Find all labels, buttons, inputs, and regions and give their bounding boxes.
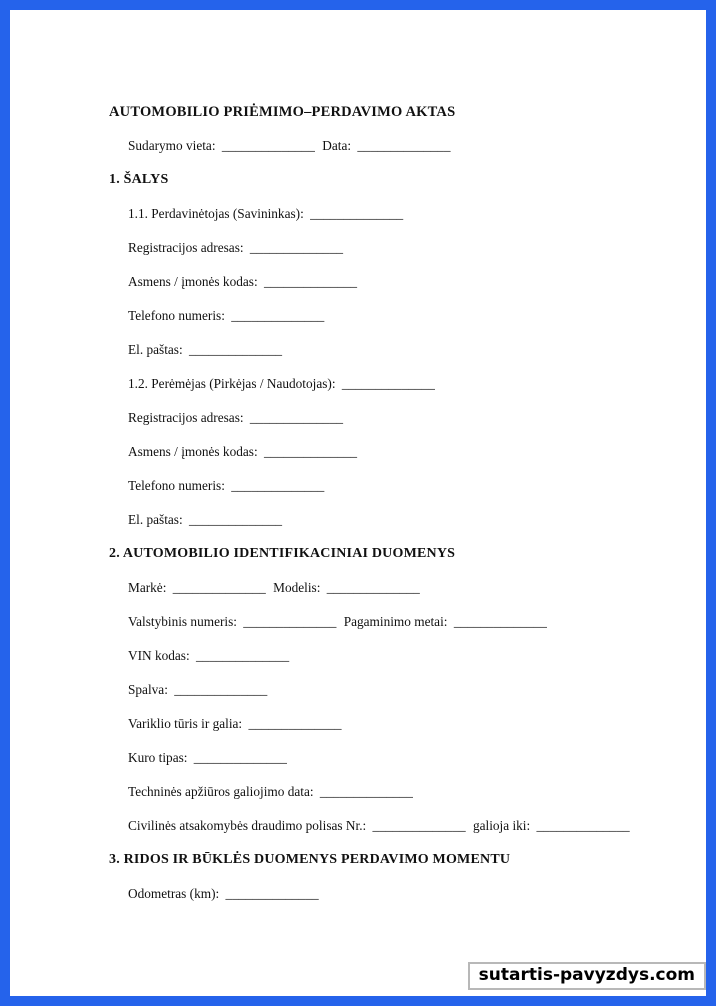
year-blank-line: ______________ [453,614,547,629]
party2-email-blank-line: ______________ [188,512,283,527]
party1-phone-label: Telefono numeris: [128,308,225,323]
form-line-party2-email [109,513,666,527]
date-label: Data: [322,138,352,153]
form-line-party2-address [109,411,666,425]
fuel-blank-line: ______________ [193,750,287,765]
party2-code-label: Asmens / įmonės kodas: [128,444,258,459]
form-line-party2 [109,377,666,391]
insurance-blank-line: ______________ [372,818,466,833]
form-line-odometer [109,887,666,901]
form-line-engine [109,717,666,731]
party2-phone-label: Telefono numeris: [128,478,225,493]
form-line-fuel [109,751,666,765]
place-blank-line: ______________ [221,138,315,153]
party1-address-blank-line: ______________ [249,240,343,255]
form-line-party1 [109,207,666,221]
plate-label: Valstybinis numeris: [128,614,237,629]
form-line-place-date [109,139,666,153]
document-title: AUTOMOBILIO PRIĖMIMO–PERDAVIMO AKTAS [109,104,456,120]
section3-heading: 3. RIDOS IR BŪKLĖS DUOMENYS PERDAVIMO MOMENTU [109,852,511,867]
form-line-make-model [109,581,666,595]
color-blank-line: ______________ [174,682,268,697]
party2-address-blank-line: ______________ [249,410,343,425]
form-line-party1-phone [109,309,666,323]
make-blank-line: ______________ [172,580,266,595]
watermark-site-link[interactable]: sutartis-pavyzdys.com [468,962,706,990]
place-label: Sudarymo vieta: [128,138,216,153]
engine-blank-line: ______________ [248,716,342,731]
insurance-until-label: galioja iki: [472,818,531,833]
party2-label: 1.2. Perėmėjas (Pirkėjas / Naudotojas): [128,376,336,391]
party1-label: 1.1. Perdavinėtojas (Savininkas): [128,206,304,221]
plate-blank-line: ______________ [243,614,337,629]
engine-label: Variklio tūris ir galia: [128,716,243,731]
model-label: Modelis: [273,580,321,595]
party2-email-label: El. paštas: [128,512,183,527]
insurance-label: Civilinės atsakomybės draudimo polisas Nr.: [128,818,367,833]
party1-address-label: Registracijos adresas: [128,240,244,255]
party1-code-blank-line: ______________ [263,274,358,289]
party2-blank-line: ______________ [341,376,435,391]
date-blank-line: ______________ [357,138,451,153]
form-line-insurance [109,819,666,833]
section2-heading: 2. AUTOMOBILIO IDENTIFIKACINIAI DUOMENYS [109,546,456,561]
color-label: Spalva: [128,682,168,697]
form-line-vin [109,649,666,663]
form-line-party1-address [109,241,666,255]
odometer-blank-line: ______________ [225,886,319,901]
form-line-party1-code [109,275,666,289]
party1-code-label: Asmens / įmonės kodas: [128,274,258,289]
form-line-color [109,683,666,697]
document-content [10,10,706,901]
inspection-blank-line: ______________ [319,784,413,799]
party1-email-label: El. paštas: [128,342,183,357]
section1-heading: 1. ŠALYS [109,172,169,187]
fuel-label: Kuro tipas: [128,750,188,765]
odometer-label: Odometras (km): [128,886,220,901]
year-label: Pagaminimo metai: [343,614,448,629]
vin-label: VIN kodas: [128,648,190,663]
party2-code-blank-line: ______________ [263,444,358,459]
insurance-until-blank-line: ______________ [536,818,630,833]
vin-blank-line: ______________ [196,648,290,663]
party2-phone-blank-line: ______________ [231,478,325,493]
form-line-party2-code [109,445,666,459]
party1-email-blank-line: ______________ [188,342,283,357]
model-blank-line: ______________ [326,580,420,595]
party2-address-label: Registracijos adresas: [128,410,244,425]
form-line-inspection [109,785,666,799]
inspection-label: Techninės apžiūros galiojimo data: [128,784,314,799]
form-line-party1-email [109,343,666,357]
form-line-plate-year [109,615,666,629]
form-line-party2-phone [109,479,666,493]
party1-blank-line: ______________ [310,206,404,221]
party1-phone-blank-line: ______________ [231,308,325,323]
make-label: Markė: [128,580,167,595]
